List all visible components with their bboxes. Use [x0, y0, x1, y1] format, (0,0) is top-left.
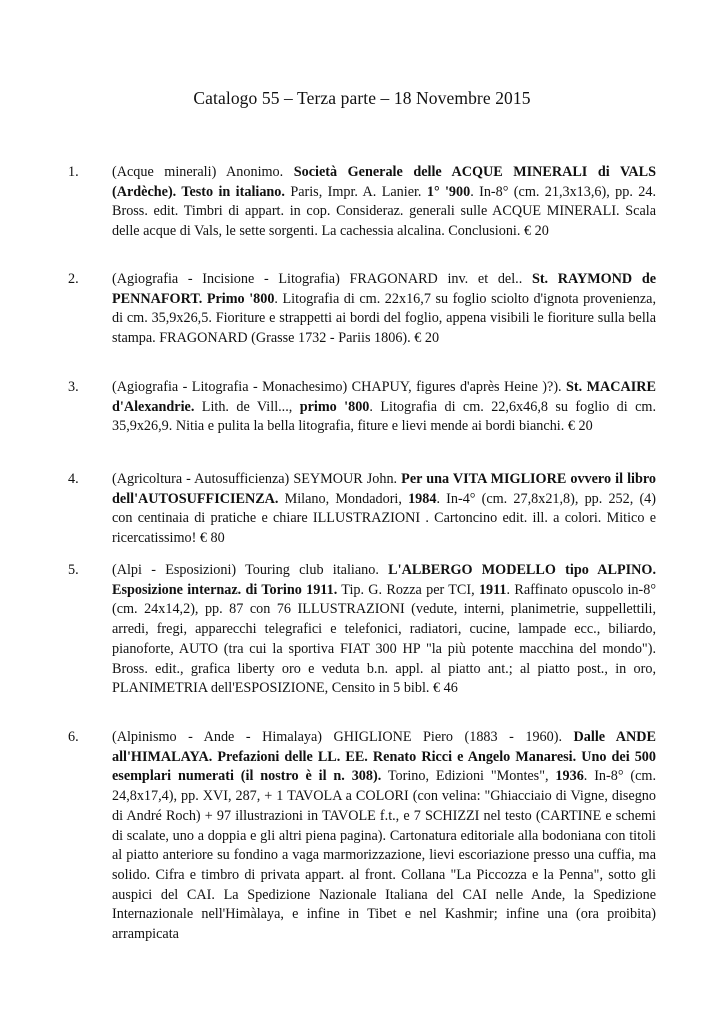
entry-bold-text: Per una VITA MIGLIORE ovvero il libro dell'AUTOSUFFICIENZA. — [112, 471, 656, 507]
entry-bold-text: Società Generale delle ACQUE MINERALI di VALS (Ardèche). Testo in italiano. — [112, 164, 656, 200]
entry-number: 3. — [68, 379, 79, 395]
entry-plain-text: (Agiografia - Litografia - Monachesimo) CHAPUY, figures d'après Heine )?). — [112, 379, 567, 395]
entry-bold-text: St. MACAIRE d'Alexandrie. — [112, 379, 656, 415]
entry-bold-text: 1984 — [408, 490, 437, 507]
entry-plain-text: Lith. de Vill..., — [194, 398, 300, 415]
entry-number: 4. — [68, 471, 79, 487]
entry-plain-text: . In-8° (cm. 21,3x13,6), pp. 24. Bross. edit. Timbri di appart. in cop. Consideraz. generali sulle ACQUE MINERALI. Scala delle acque di Vals, le sette sorgenti. La cachessia alcalina. Conclusioni. € 20 — [112, 183, 656, 240]
entry-plain-text: Tip. G. Rozza per TCI, — [337, 581, 479, 598]
entry-bold-text: 1936 — [555, 768, 584, 785]
entry-number: 5. — [68, 562, 79, 578]
entry-plain-text: (Agiografia - Incisione - Litografia) FRAGONARD inv. et del.. — [112, 271, 532, 287]
entry-text — [112, 378, 656, 437]
entry-plain-text: (Agricoltura - Autosufficienza) SEYMOUR John. — [112, 471, 402, 487]
entry-plain-text: . In-4° (cm. 27,8x21,8), pp. 252, (4) con centinaia di pratiche e chiare ILLUSTRAZIONI . Cartoncino edit. ill. a colori. Mitico e ricercatissimo! € 80 — [112, 490, 656, 547]
entry-number: 6. — [68, 729, 79, 745]
entry-bold-text: L'ALBERGO MODELLO tipo ALPINO. Esposizione internaz. di Torino 1911. — [112, 562, 657, 598]
entry-text — [112, 561, 656, 699]
entry-text — [112, 470, 656, 549]
entry-number: 1. — [68, 164, 79, 180]
entry-plain-text: (Alpi - Esposizioni) Touring club italiano. — [112, 562, 389, 578]
entry-text — [112, 270, 656, 349]
entry-plain-text: Paris, Impr. A. Lanier. — [284, 183, 427, 200]
entry-plain-text: Torino, Edizioni "Montes", — [381, 768, 556, 785]
entry-plain-text: . Raffinato opuscolo in-8° (cm. 24x14,2), pp. 87 con 76 ILLUSTRAZIONI (vedute, interni, planimetrie, suppellettili, arredi, fregi, apparecchi telegrafici e telefonici, radiatori, cucine, lampade ecc., biliardo, pianoforte, AUTO (tra cui la sportiva FIAT 300 HP "la più potente macchina del mondo"). Bross. edit., grafica liberty oro e veduta b.n. appl. al piatto ant.; al piatto post., in oro, PLANIMETRIA dell'ESPOSIZIONE, Censito in 5 bibl. € 46 — [112, 581, 656, 697]
entry-bold-text: Dalle ANDE all'HIMALAYA. Prefazioni delle LL. EE. Renato Ricci e Angelo Manaresi. Uno dei 500 esemplari numerati (il nostro è il n. 308). — [112, 729, 656, 785]
entry-plain-text: (Acque minerali) Anonimo. — [112, 164, 294, 180]
entry-bold-text: 1911 — [478, 581, 507, 598]
entry-bold-text: primo '800 — [299, 398, 370, 415]
entry-bold-text: St. RAYMOND de PENNAFORT. Primo '800 — [112, 271, 657, 307]
entry-plain-text: . Litografia di cm. 22x16,7 su foglio sciolto d'ignota provenienza, di cm. 35,9x26,5. Fioriture e strappetti ai bordi del foglio, appena visibili le fioriture sulla bella stampa. FRAGONARD (Grasse 1732 - Pariis 1806). € 20 — [112, 290, 656, 347]
entry-number: 2. — [68, 271, 79, 287]
entry-plain-text: Milano, Mondadori, — [278, 490, 409, 507]
entry-bold-text: 1° '900 — [426, 183, 471, 200]
entry-plain-text: (Alpinismo - Ande - Himalaya) GHIGLIONE Piero (1883 - 1960). — [112, 729, 574, 745]
entry-plain-text: . In-8° (cm. 24,8x17,4), pp. XVI, 287, + 1 TAVOLA a COLORI (con velina: "Ghiacciaio di Vigne, disegno di André Roch) + 97 illustrazioni in TAVOLE f.t., e 7 SCHIZZI nel testo (CARTINE e schemi di scalate, uno a doppia e gli altri piena pagina). Cartonatura editoriale alla bodoniana con titoli al piatto anteriore su fondino a vaga marmorizzazione, lievi escoriazione presso una cuffia, ma solido. Cifra e timbro di privata appart. al front. Collana "La Piccozza e la Penna", sotto gli auspici del CAI. La Spedizione Nazionale Italiana del CAI nelle Ande, la Spedizione Internazionale nell'Himàlaya, e infine in Tibet e nel Kashmir; infine una (ora proibita) arrampicata — [112, 768, 656, 943]
entry-plain-text: . Litografia di cm. 22,6x46,8 su foglio di cm. 35,9x26,9. Nitia e pulita la bella litografia, fiture e lievi mende ai bordi bianchi. € 20 — [112, 398, 656, 435]
entry-text — [112, 163, 656, 242]
page-title: Catalogo 55 – Terza parte – 18 Novembre 2015 — [193, 88, 531, 108]
entry-text — [112, 728, 656, 945]
